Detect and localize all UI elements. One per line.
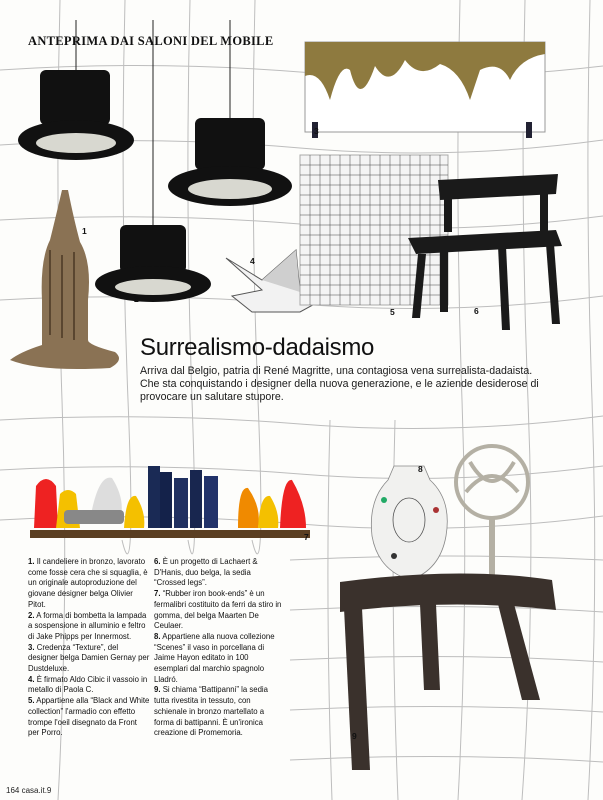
product-number-5: 5 [390,307,395,317]
product-number-9: 9 [352,731,357,741]
hat-lamp-center [168,20,292,206]
section-header: ANTEPRIMA DAI SALONI DEL MOBILE [28,34,274,48]
product-number-6: 6 [474,306,479,316]
captions-left-column [28,557,150,739]
product-number-2: 2 [134,294,139,304]
porcelain-vase [371,466,447,580]
article-title: Surrealismo-dadaismo [140,334,375,361]
caption-1: 1. Il candeliere in bronzo, lavorato come fosse cera che si squaglia, è un originale autoproduzione del giovane designer belga Olivier Pitot. [28,557,148,609]
texture-cabinet [300,155,448,305]
caption-5: 5. Appartiene alla “Black and White collection” l'armadio con effetto trompe l'oeil disegnato da Front per Porro. [28,696,150,738]
rubber-iron-bookends [30,466,310,538]
product-number-7: 7 [304,532,309,542]
page-footer: 164 casa.it.9 [6,786,52,795]
product-number-1: 1 [82,226,87,236]
caption-6: 6. È un progetto di Lachaert & D'Hanis, duo belga, la sedia “Crossed legs”. [154,557,258,588]
caption-9: 9. Si chiama “Battipanni” la sedia tutta rivestita in tessuto, con schienale in bronzo martellato a forma di battipanni. È un'ironica creazione di Promemoria. [154,685,268,738]
carpet-beater-chair [340,446,556,770]
product-number-4: 4 [250,256,255,266]
product-number-3: 3 [314,126,319,136]
hat-lamp-left [18,20,134,160]
caption-2: 2. A forma di bombetta la lampada a sospensione in alluminio e feltro di Jake Phipps per Innermost. [28,610,147,641]
caption-7: 7. “Rubber iron book-ends” è un fermalibri costituito da ferri da stiro in gomma, del belga Maarten De Ceulaer. [154,589,282,631]
caption-4: 4. È firmato Aldo Cibic il vassoio in metallo di Paola C. [28,674,148,695]
dripping-credenza [305,42,545,138]
article-intro: Arriva dal Belgio, patria di René Magritte, una contagiosa vena surrealista-dadaista. Che sta conquistando i designer della nuova generazione, e le aziende desiderose di provocare un salutare stupore. [140,365,539,403]
caption-3: 3. Credenza “Texture”, del designer belga Damien Gernay per Dustdeluxe. [28,642,150,674]
product-number-8: 8 [418,464,423,474]
caption-8: 8. Appartiene alla nuova collezione “Scenes” il vaso in porcellana di Jaime Hayon editato in 100 esemplari dal marchio spagnolo Lladró. [154,631,275,684]
hat-lamp-lower [95,20,211,302]
captions-right-column [154,557,284,739]
